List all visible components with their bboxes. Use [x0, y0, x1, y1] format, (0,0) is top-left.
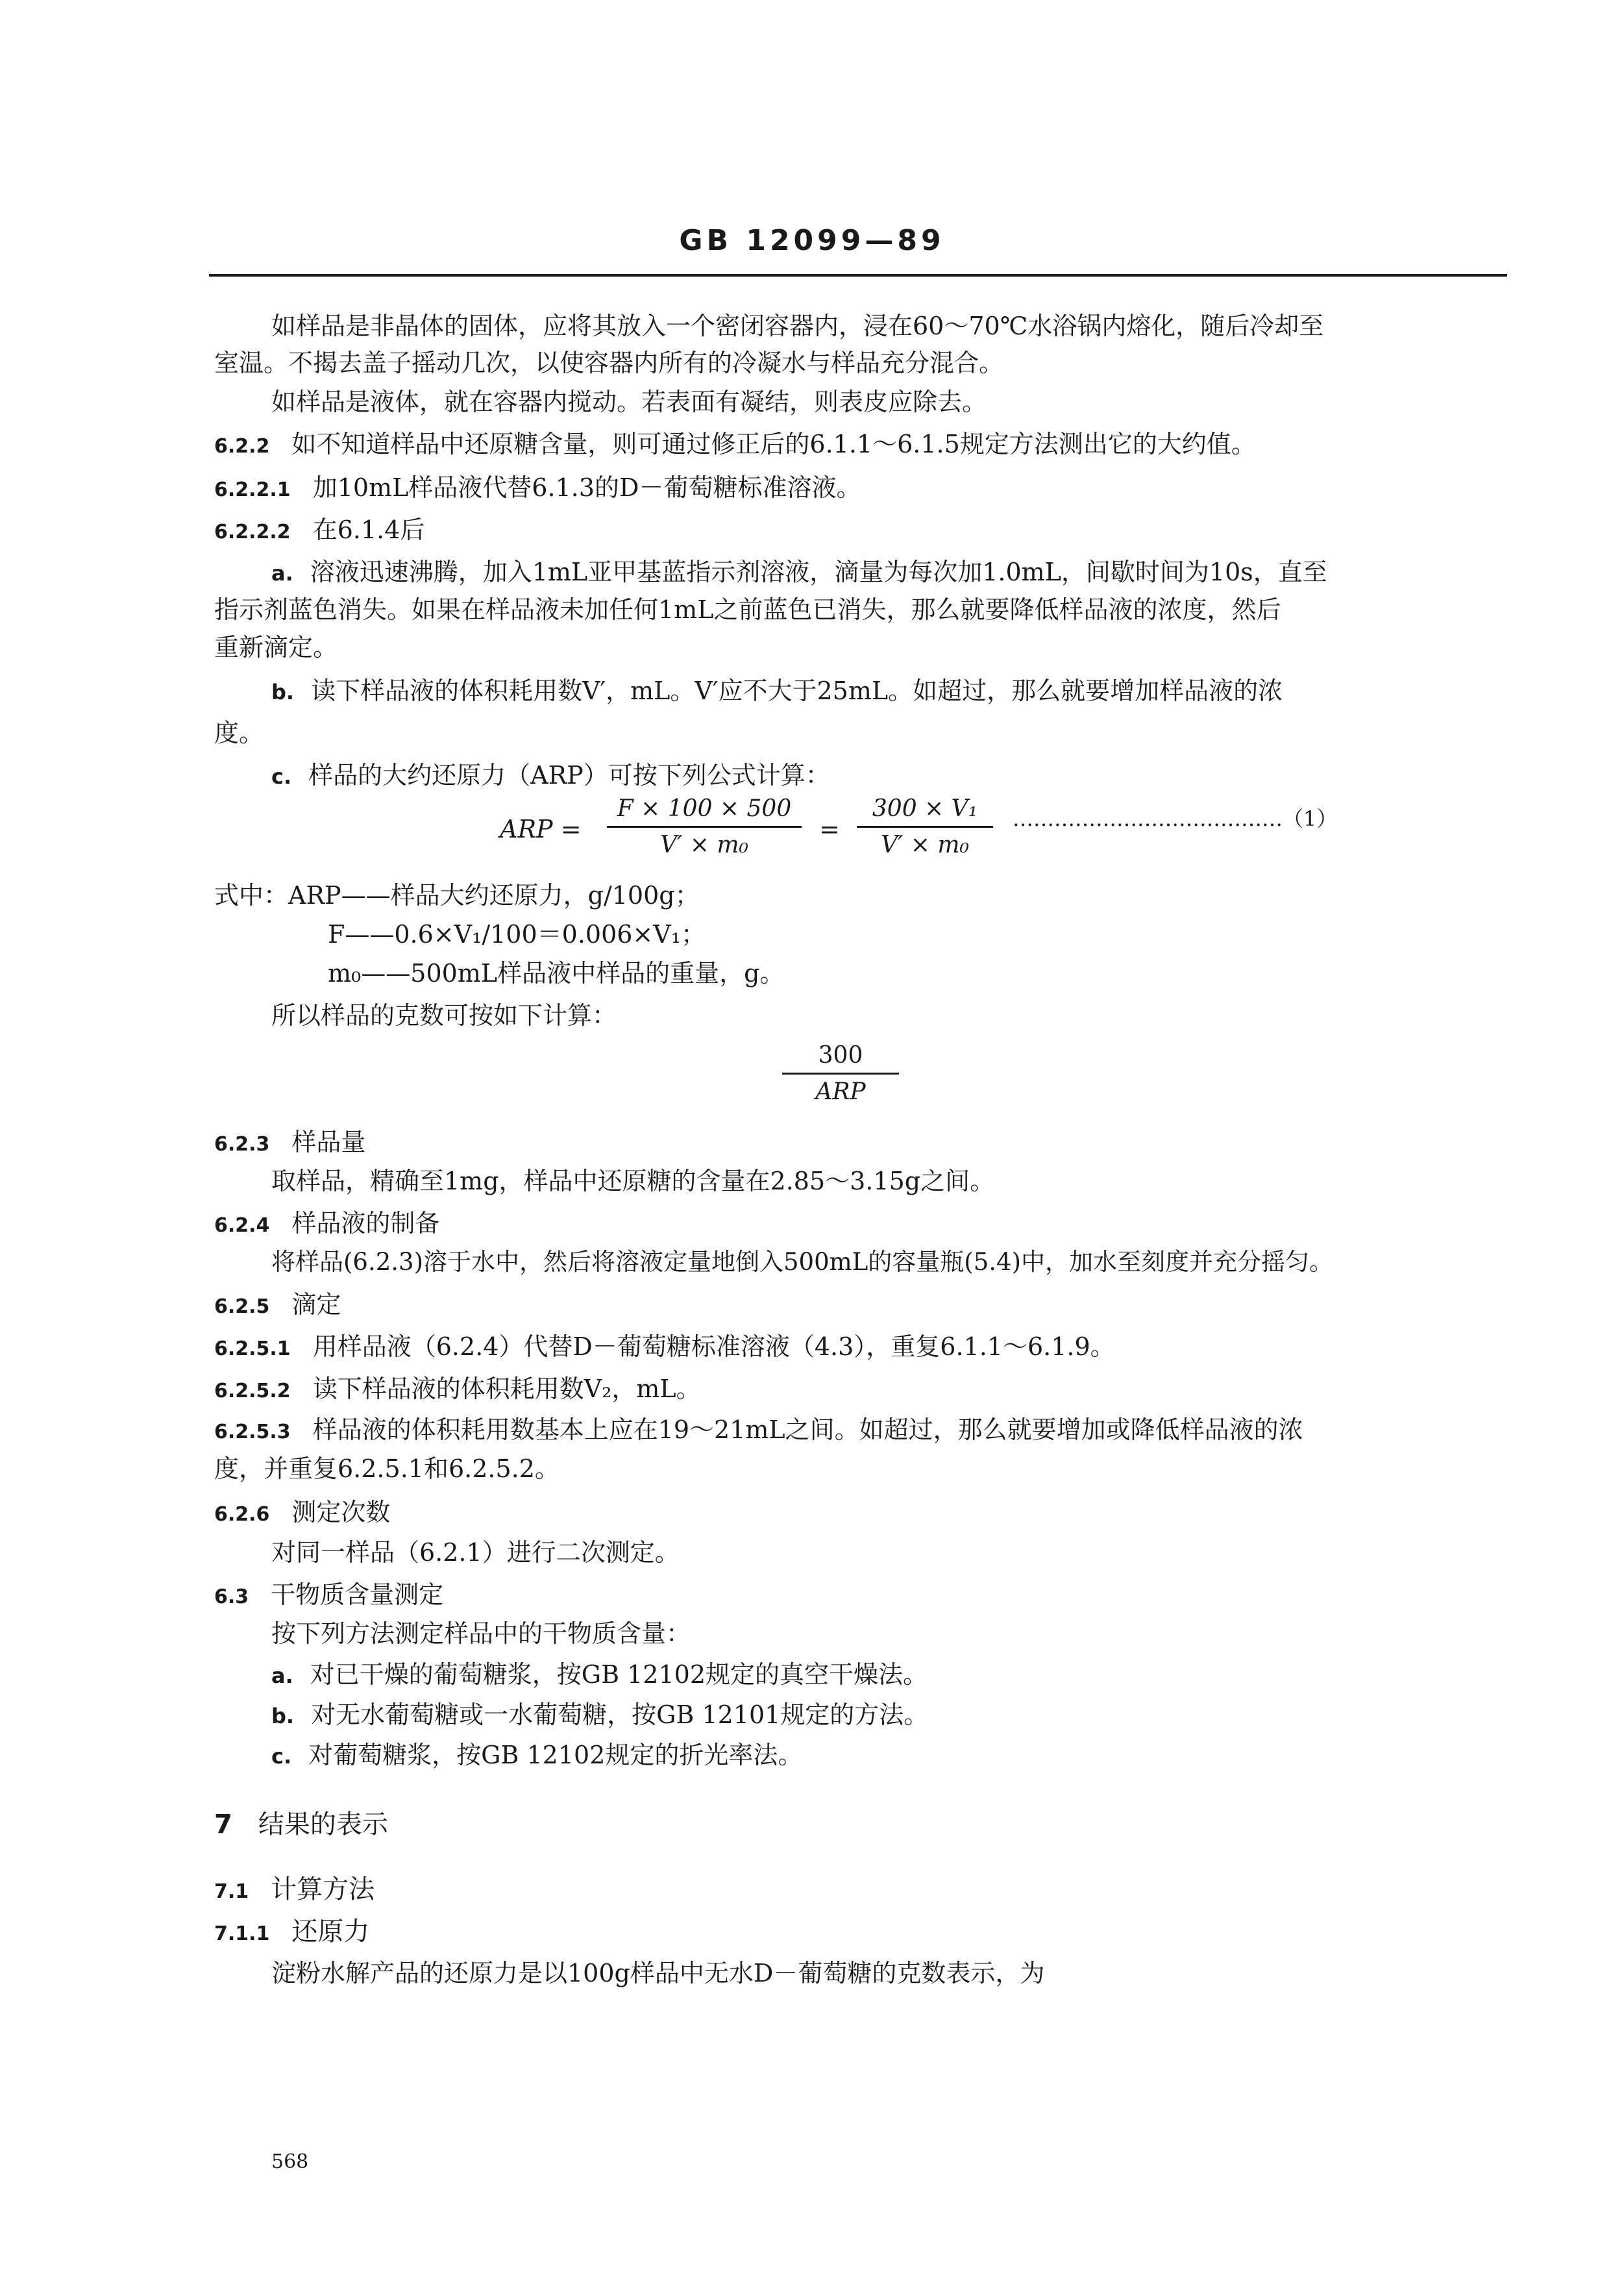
- clause-number: 6.2.2: [214, 435, 270, 458]
- fraction-denominator: V′ × m₀: [660, 832, 748, 858]
- clause-6-2-5-3: [214, 1417, 1303, 1442]
- item-label: c.: [271, 764, 292, 789]
- formula-lhs: ARP =: [500, 815, 582, 843]
- fraction-numerator: F × 100 × 500: [607, 795, 802, 828]
- paragraph-line: 室温。不揭去盖子摇动几次，以使容器内所有的冷凝水与样品充分混合。: [214, 349, 1004, 377]
- item-text: 样品的大约还原力（ARP）可按下列公式计算：: [308, 761, 830, 790]
- clause-number: 7.1.1: [214, 1923, 270, 1945]
- standard-header: GB 12099—89: [679, 224, 945, 257]
- formula-equals: =: [819, 815, 840, 843]
- header-rule: [209, 274, 1507, 277]
- clause-number: 6.2.5: [214, 1295, 270, 1318]
- paragraph-line: 将样品(6.2.3)溶于水中，然后将溶液定量地倒入500mL的容量瓶(5.4)中，加水至刻度并充分摇匀。: [271, 1248, 1334, 1276]
- clause-6-2-3: [214, 1130, 365, 1154]
- item-c-line: [271, 1743, 802, 1767]
- fraction-denominator: ARP: [815, 1078, 866, 1105]
- clause-text: 读下样品液的体积耗用数V₂，mL。: [312, 1375, 701, 1403]
- clause-6-2-2-2: [214, 517, 424, 542]
- item-label: a.: [271, 561, 293, 586]
- clause-number: 6.2.3: [214, 1133, 270, 1156]
- clause-6-2-2: [214, 432, 1256, 456]
- clause-number: 7.1: [214, 1880, 249, 1903]
- item-text: 对无水葡萄糖或一水葡萄糖，按GB 12101规定的方法。: [311, 1700, 929, 1729]
- clause-7-1-1: [214, 1919, 369, 1945]
- section-7-heading: [214, 1811, 388, 1837]
- formula-number: …………………………………（1）: [1013, 806, 1338, 831]
- item-a-line: [271, 560, 1327, 584]
- paragraph-line: 对同一样品（6.2.1）进行二次测定。: [271, 1538, 680, 1567]
- paragraph-line: 按下列方法测定样品中的干物质含量：: [271, 1619, 691, 1648]
- formula-fraction-2: [857, 795, 993, 858]
- formula-fraction-1: [607, 795, 802, 858]
- clause-title: 样品量: [291, 1128, 366, 1156]
- clause-number: 6.2.2.1: [214, 479, 291, 501]
- where-line: m₀——500mL样品液中样品的重量，g。: [328, 959, 785, 988]
- paragraph-line: 所以样品的克数可按如下计算：: [271, 1001, 617, 1030]
- clause-6-2-2-1: [214, 475, 861, 500]
- clause-6-2-5: [214, 1292, 341, 1317]
- item-label: a.: [271, 1663, 293, 1688]
- clause-number: 6.2.5.1: [214, 1338, 291, 1360]
- clause-6-3: [214, 1582, 443, 1607]
- page-number: 568: [271, 2150, 309, 2173]
- section-number: 7: [214, 1810, 232, 1839]
- item-a-line: [271, 1662, 928, 1687]
- clause-title: 样品液的制备: [291, 1209, 440, 1238]
- clause-6-2-5-1: [214, 1334, 1115, 1359]
- item-text: 读下样品液的体积耗用数V′，mL。V′应不大于25mL。如超过，那么就要增加样品液的浓: [311, 677, 1283, 705]
- clause-title: 还原力: [291, 1917, 370, 1947]
- grams-fraction: [782, 1042, 899, 1105]
- clause-6-2-6: [214, 1500, 390, 1525]
- clause-text: 加10mL样品液代替6.1.3的D－葡萄糖标准溶液。: [312, 473, 861, 502]
- clause-text: 样品液的体积耗用数基本上应在19～21mL之间。如超过，那么就要增加或降低样品液的浓: [312, 1415, 1303, 1444]
- item-label: b.: [271, 680, 295, 704]
- fraction-denominator: V′ × m₀: [881, 832, 969, 858]
- clause-number: 6.3: [214, 1586, 249, 1608]
- paragraph-line: 如样品是非晶体的固体，应将其放入一个密闭容器内，浸在60～70℃水浴锅内熔化，随后冷却至: [271, 312, 1324, 340]
- clause-number: 6.2.5.2: [214, 1380, 291, 1402]
- paragraph-line: 度，并重复6.2.5.1和6.2.5.2。: [214, 1454, 560, 1483]
- where-line: F——0.6×V₁/100＝0.006×V₁；: [328, 920, 706, 949]
- clause-title: 滴定: [291, 1290, 341, 1319]
- clause-text: 用样品液（6.2.4）代替D－葡萄糖标准溶液（4.3），重复6.1.1～6.1.9。: [312, 1332, 1115, 1361]
- paragraph-line: 度。: [214, 719, 264, 747]
- clause-6-2-4: [214, 1211, 439, 1236]
- clause-6-2-5-2: [214, 1376, 701, 1401]
- paragraph-line: 淀粉水解产品的还原力是以100g样品中无水D－葡萄糖的克数表示，为: [271, 1959, 1045, 1987]
- clause-number: 6.2.6: [214, 1503, 270, 1526]
- item-text: 对已干燥的葡萄糖浆，按GB 12102规定的真空干燥法。: [310, 1660, 928, 1689]
- clause-number: 6.2.2.2: [214, 521, 291, 543]
- item-b-line: [271, 678, 1283, 703]
- clause-title: 测定次数: [291, 1498, 391, 1526]
- paragraph-line: 指示剂蓝色消失。如果在样品液未加任何1mL之前蓝色已消失，那么就要降低样品液的浓度，然后: [214, 595, 1281, 624]
- paragraph-line: 取样品，精确至1mg，样品中还原糖的含量在2.85～3.15g之间。: [271, 1167, 995, 1195]
- clause-title: 计算方法: [271, 1874, 375, 1904]
- paragraph-line: 如样品是液体，就在容器内搅动。若表面有凝结，则表皮应除去。: [271, 388, 987, 416]
- paragraph-line: 重新滴定。: [214, 633, 338, 662]
- where-line: 式中：ARP——样品大约还原力，g/100g；: [214, 881, 700, 910]
- item-label: c.: [271, 1744, 292, 1769]
- item-text: 对葡萄糖浆，按GB 12102规定的折光率法。: [308, 1741, 803, 1769]
- item-c-line: [271, 763, 830, 788]
- clause-text: 在6.1.4后: [312, 516, 425, 544]
- clause-title: 干物质含量测定: [271, 1580, 444, 1609]
- section-title: 结果的表示: [258, 1810, 388, 1839]
- item-b-line: [271, 1702, 928, 1727]
- clause-text: 如不知道样品中还原糖含量，则可通过修正后的6.1.1～6.1.5规定方法测出它的大约值。: [291, 430, 1256, 458]
- clause-7-1: [214, 1876, 375, 1902]
- item-text: 溶液迅速沸腾，加入1mL亚甲基蓝指示剂溶液，滴量为每次加1.0mL，间歇时间为10s，直至: [310, 558, 1327, 586]
- fraction-numerator: 300 × V₁: [857, 795, 993, 828]
- item-label: b.: [271, 1704, 295, 1728]
- clause-number: 6.2.5.3: [214, 1421, 291, 1443]
- clause-number: 6.2.4: [214, 1214, 270, 1237]
- fraction-numerator: 300: [782, 1042, 899, 1075]
